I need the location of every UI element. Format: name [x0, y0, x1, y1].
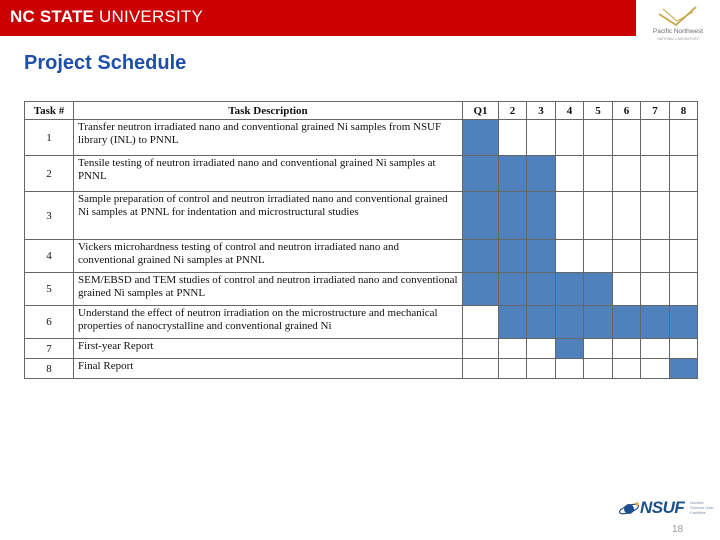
header-quarter: 7 — [641, 102, 670, 120]
task-description: Sample preparation of control and neutron irradiated nano and conventional grained Ni samples at PNNL for indentation and microstructural studies — [74, 192, 463, 240]
header-quarter: 6 — [613, 102, 641, 120]
schedule-cell — [670, 359, 698, 379]
pnnl-subtitle: NATIONAL LABORATORY — [657, 37, 699, 41]
schedule-cell — [584, 339, 613, 359]
schedule-cell — [499, 306, 527, 339]
table-row — [25, 306, 698, 339]
schedule-cell — [556, 156, 584, 192]
schedule-cell — [527, 339, 556, 359]
schedule-cell — [670, 156, 698, 192]
schedule-cell — [463, 359, 499, 379]
schedule-cell — [527, 273, 556, 306]
schedule-cell — [584, 240, 613, 273]
pnnl-logo — [640, 2, 716, 42]
schedule-cell — [463, 306, 499, 339]
table-row — [25, 273, 698, 306]
schedule-cell — [641, 156, 670, 192]
schedule-cell — [584, 156, 613, 192]
university-banner — [0, 0, 636, 36]
task-description: Final Report — [74, 359, 463, 379]
atom-icon — [618, 498, 640, 520]
pnnl-swoosh-icon — [656, 4, 700, 28]
schedule-cell — [556, 359, 584, 379]
task-description: Understand the effect of neutron irradiation on the microstructure and mechanical properties of nanocrystalline and conventional grained Ni — [74, 306, 463, 339]
schedule-cell — [556, 120, 584, 156]
schedule-cell — [463, 120, 499, 156]
schedule-cell — [584, 120, 613, 156]
schedule-cell — [556, 273, 584, 306]
schedule-cell — [670, 192, 698, 240]
schedule-cell — [670, 240, 698, 273]
schedule-cell — [613, 240, 641, 273]
schedule-cell — [641, 306, 670, 339]
pnnl-name: Pacific Northwest — [652, 28, 704, 35]
schedule-cell — [556, 306, 584, 339]
table-row — [25, 359, 698, 379]
table-header-row — [25, 102, 698, 120]
nsuf-wordmark: NSUF — [640, 498, 685, 517]
university-wordmark: NC STATE UNIVERSITY — [10, 7, 204, 26]
schedule-cell — [613, 273, 641, 306]
schedule-cell — [613, 192, 641, 240]
task-description: First-year Report — [74, 339, 463, 359]
schedule-cell — [641, 120, 670, 156]
schedule-cell — [527, 156, 556, 192]
schedule-cell — [499, 339, 527, 359]
schedule-cell — [499, 120, 527, 156]
schedule-cell — [670, 339, 698, 359]
schedule-cell — [613, 120, 641, 156]
task-number: 1 — [25, 120, 74, 156]
task-number: 2 — [25, 156, 74, 192]
task-number: 5 — [25, 273, 74, 306]
task-description: Transfer neutron irradiated nano and conventional grained Ni samples from NSUF library (INL) to PNNL — [74, 120, 463, 156]
schedule-cell — [641, 359, 670, 379]
task-number: 4 — [25, 240, 74, 273]
schedule-cell — [556, 192, 584, 240]
schedule-cell — [670, 306, 698, 339]
schedule-cell — [670, 120, 698, 156]
table-row — [25, 192, 698, 240]
schedule-cell — [527, 120, 556, 156]
header-description: Task Description — [74, 102, 463, 120]
schedule-cell — [641, 339, 670, 359]
schedule-cell — [556, 240, 584, 273]
schedule-cell — [613, 156, 641, 192]
task-number: 7 — [25, 339, 74, 359]
schedule-cell — [613, 339, 641, 359]
task-number: 8 — [25, 359, 74, 379]
task-description: SEM/EBSD and TEM studies of control and neutron irradiated nano and conventional grained Ni samples at PNNL — [74, 273, 463, 306]
table-row — [25, 156, 698, 192]
schedule-cell — [499, 156, 527, 192]
schedule-cell — [499, 240, 527, 273]
schedule-table — [24, 101, 698, 379]
schedule-cell — [499, 273, 527, 306]
schedule-cell — [556, 339, 584, 359]
schedule-cell — [463, 240, 499, 273]
task-number: 3 — [25, 192, 74, 240]
table-row — [25, 240, 698, 273]
schedule-cell — [527, 306, 556, 339]
header-task: Task # — [25, 102, 74, 120]
schedule-cell — [670, 273, 698, 306]
schedule-cell — [613, 359, 641, 379]
schedule-cell — [499, 192, 527, 240]
schedule-cell — [613, 306, 641, 339]
header-quarter: 5 — [584, 102, 613, 120]
table-row — [25, 339, 698, 359]
schedule-cell — [641, 240, 670, 273]
header-quarter: 8 — [670, 102, 698, 120]
page-number: 18 — [672, 524, 684, 535]
schedule-cell — [527, 192, 556, 240]
task-description: Tensile testing of neutron irradiated nano and conventional grained Ni samples at PNNL — [74, 156, 463, 192]
nsuf-tagline: Nuclear Science User Facilities — [690, 500, 714, 515]
schedule-cell — [527, 359, 556, 379]
task-description: Vickers microhardness testing of control and neutron irradiated nano and conventional grained Ni samples at PNNL — [74, 240, 463, 273]
nsuf-logo — [618, 496, 718, 526]
task-number: 6 — [25, 306, 74, 339]
schedule-cell — [584, 192, 613, 240]
header-quarter: 2 — [499, 102, 527, 120]
header-quarter: Q1 — [463, 102, 499, 120]
schedule-cell — [499, 359, 527, 379]
header-quarter: 4 — [556, 102, 584, 120]
schedule-cell — [463, 156, 499, 192]
schedule-cell — [463, 192, 499, 240]
schedule-cell — [463, 339, 499, 359]
schedule-cell — [584, 306, 613, 339]
page-title: Project Schedule — [24, 52, 187, 74]
header-quarter: 3 — [527, 102, 556, 120]
schedule-cell — [527, 240, 556, 273]
schedule-cell — [641, 273, 670, 306]
schedule-cell — [463, 273, 499, 306]
schedule-cell — [641, 192, 670, 240]
table-row — [25, 120, 698, 156]
schedule-cell — [584, 359, 613, 379]
schedule-cell — [584, 273, 613, 306]
